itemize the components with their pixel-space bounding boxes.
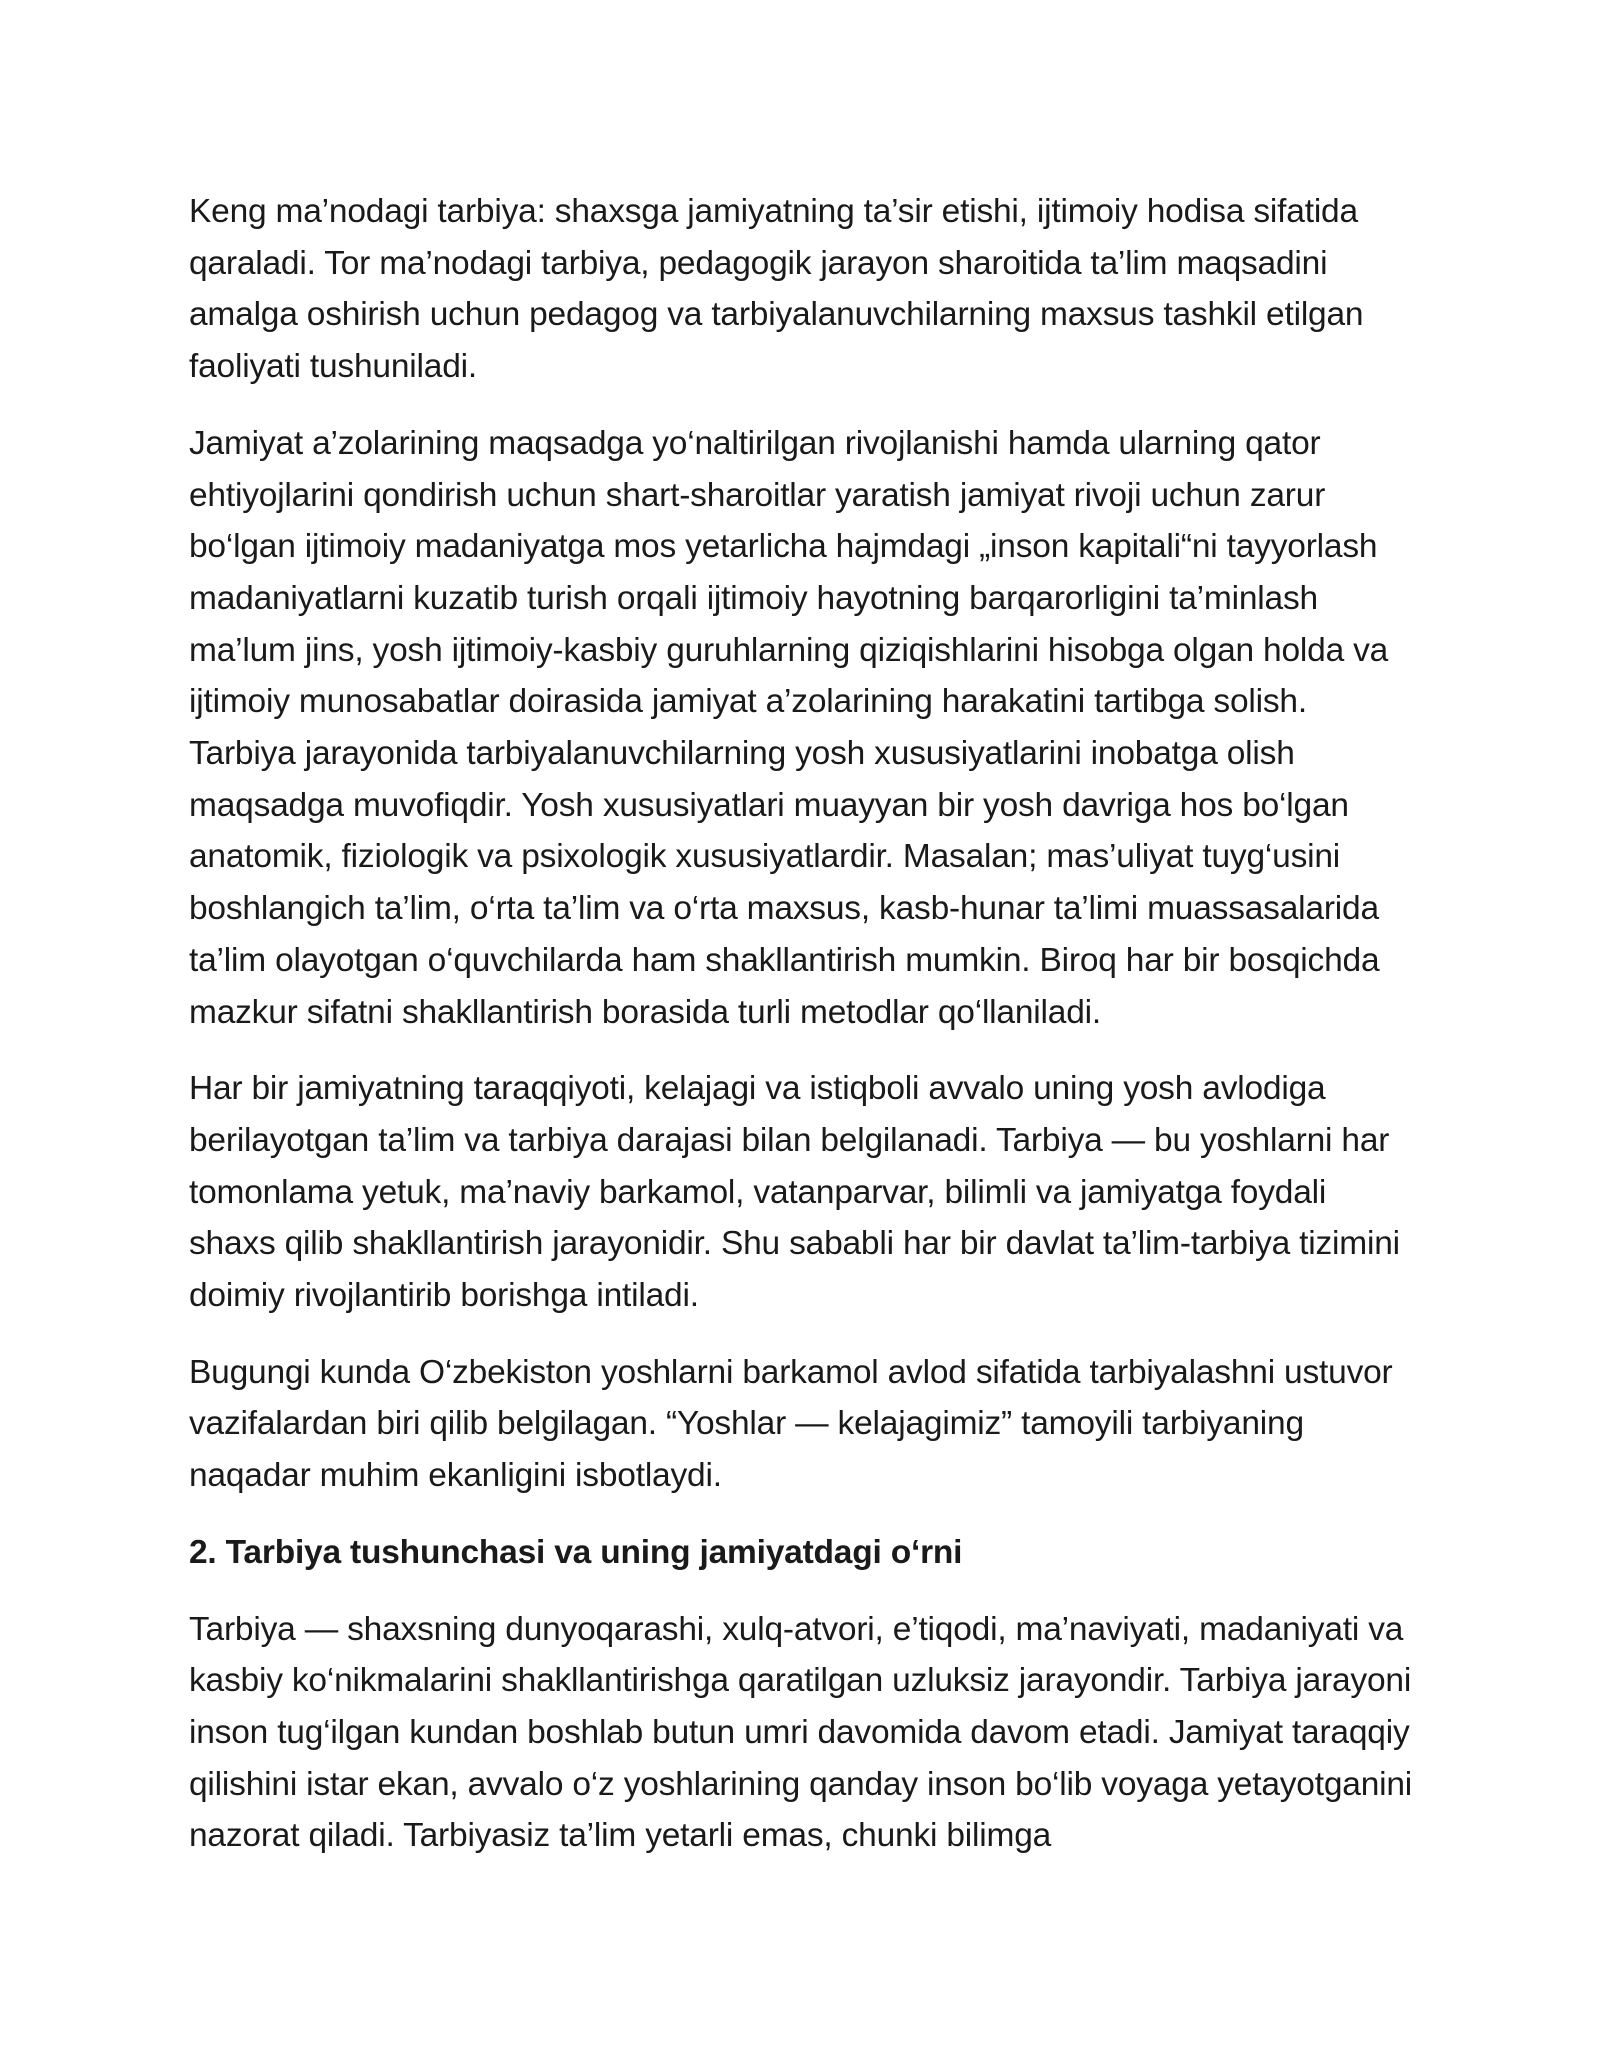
paragraph-society-development: Har bir jamiyatning taraqqiyoti, kelajagi va istiqboli avvalo uning yosh avlodiga berilayotgan ta’lim va tarbiya darajasi bilan belgilanadi. Tarbiya — bu yoshlarni har tomonlama yetuk, ma’naviy barkamol, vatanparvar, bilimli va jamiyatga foydali shaxs qilib shakllantirish jarayonidir. Shu sababli har bir davlat ta’lim-tarbiya tizimini doimiy rivojlantirib borishga intiladi. xyxy=(189,1070,1400,1315)
document-body xyxy=(189,186,1414,1887)
paragraph-broad-meaning: Keng ma’nodagi tarbiya: shaxsga jamiyatning ta’sir etishi, ijtimoiy hodisa sifatida qaraladi. Tor ma’nodagi tarbiya, pedagogik jarayon sharoitida ta’lim maqsadini amalga oshirish uchun pedagog va tarbiyalanuvchilarning maxsus tashkil etilgan faoliyati tushuniladi. xyxy=(189,193,1364,386)
paragraph-education-definition: Tarbiya — shaxsning dunyoqarashi, xulq-atvori, e’tiqodi, ma’naviyati, madaniyati va kasbiy ko‘nikmalarini shakllantirishga qaratilgan uzluksiz jarayondir. Tarbiya jarayoni inson tug‘ilgan kundan boshlab butun umri davomida davom etadi. Jamiyat taraqqiy qilishini istar ekan, avvalo o‘z yoshlarining qanday inson bo‘lib voyaga yetayotganini nazorat qiladi. Tarbiyasiz ta’lim yetarli emas, chunki bilimga xyxy=(189,1610,1413,1855)
paragraph-uzbekistan-youth: Bugungi kunda O‘zbekiston yoshlarni barkamol avlod sifatida tarbiyalashni ustuvor vazifalardan biri qilib belgilagan. “Yoshlar — kelajagimiz” tamoyili tarbiyaning naqadar muhim ekanligini isbotlaydi. xyxy=(189,1353,1393,1495)
paragraph-society-goals: Jamiyat a’zolarining maqsadga yo‘naltirilgan rivojlanishi hamda ularning qator ehtiyojlarini qondirish uchun shart-sharoitlar yaratish jamiyat rivoji uchun zarur bo‘lgan ijtimoiy madaniyatga mos yetarlicha hajmdagi „inson kapitali“ni tayyorlash madaniyatlarni kuzatib turish orqali ijtimoiy hayotning barqarorligini ta’minlash ma’lum jins, yosh ijtimoiy-kasbiy guruhlarning qiziqishlarini hisobga olgan holda va ijtimoiy munosabatlar doirasida jamiyat a’zolarining harakatini tartibga solish. Tarbiya jarayonida tarbiyalanuvchilarning yosh xususiyatlarini inobatga olish maqsadga muvofiqdir. Yosh xususiyatlari muayyan bir yosh davriga hos bo‘lgan anatomik, fiziologik va psixologik xususiyatlardir. Masalan; mas’uliyat tuyg‘usini boshlangich ta’lim, o‘rta ta’lim va o‘rta maxsus, kasb-hunar ta’limi muassasalarida ta’lim olayotgan o‘quvchilarda ham shakllantirish mumkin. Biroq har bir bosqichda mazkur sifatni shakllantirish borasida turli metodlar qo‘llaniladi. xyxy=(189,424,1389,1031)
section-heading: 2. Tarbiya tushunchasi va uning jamiyatdagi o‘rni xyxy=(189,1533,963,1571)
